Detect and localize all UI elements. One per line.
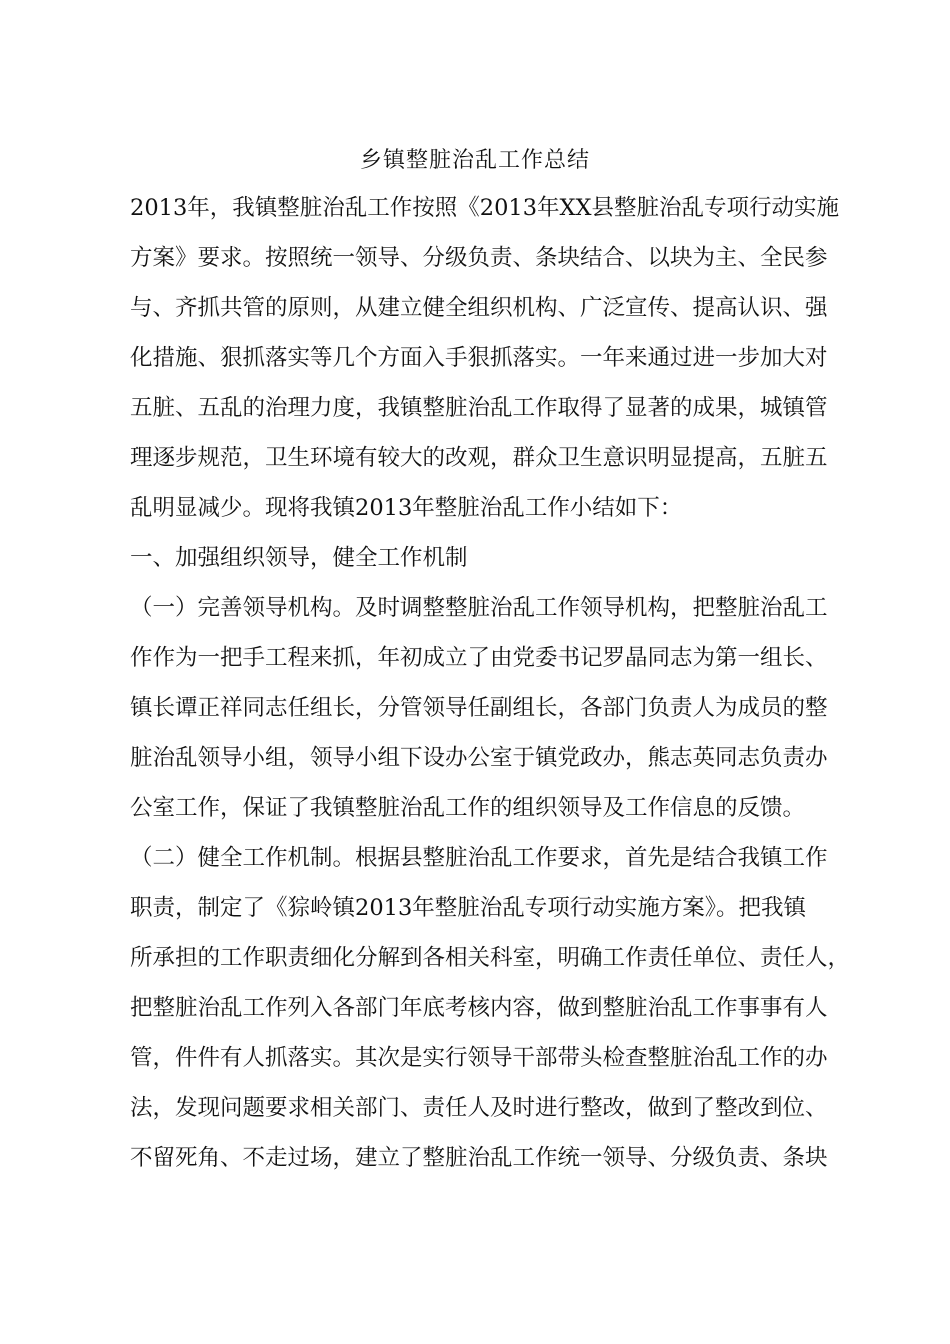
body-line: 理逐步规范，卫生环境有较大的改观，群众卫生意识明显提高，五脏五 (130, 445, 828, 471)
body-line: 管，件件有人抓落实。其次是实行领导干部带头检查整脏治乱工作的办 (130, 1045, 828, 1071)
body-line: 与、齐抓共管的原则，从建立健全组织机构、广泛宣传、提高认识、强 (130, 295, 828, 321)
body-line: 方案》要求。按照统一领导、分级负责、条块结合、以块为主、全民参 (130, 245, 828, 271)
body-line: 职责，制定了《猔岭镇2013年整脏治乱专项行动实施方案》。把我镇 (130, 895, 807, 921)
body-line: 五脏、五乱的治理力度，我镇整脏治乱工作取得了显著的成果，城镇管 (130, 395, 828, 421)
body-line: 所承担的工作职责细化分解到各相关科室，明确工作责任单位、责任人， (130, 945, 851, 971)
body-line: （二）健全工作机制。根据县整脏治乱工作要求，首先是结合我镇工作 (130, 845, 828, 871)
body-line: （一）完善领导机构。及时调整整脏治乱工作领导机构，把整脏治乱工 (130, 595, 828, 621)
body-line: 把整脏治乱工作列入各部门年底考核内容，做到整脏治乱工作事事有人 (130, 995, 828, 1021)
body-line: 脏治乱领导小组，领导小组下设办公室于镇党政办，熊志英同志负责办 (130, 745, 828, 771)
section-heading: 一、加强组织领导，健全工作机制 (130, 545, 468, 571)
body-line: 不留死角、不走过场，建立了整脏治乱工作统一领导、分级负责、条块 (130, 1145, 828, 1171)
body-line: 镇长谭正祥同志任组长，分管领导任副组长，各部门负责人为成员的整 (130, 695, 828, 721)
body-line: 公室工作，保证了我镇整脏治乱工作的组织领导及工作信息的反馈。 (130, 795, 806, 821)
body-line: 化措施、狠抓落实等几个方面入手狠抓落实。一年来通过进一步加大对 (130, 345, 828, 371)
body-line: 法，发现问题要求相关部门、责任人及时进行整改，做到了整改到位、 (130, 1095, 828, 1121)
document-title: 乡镇整脏治乱工作总结 (359, 148, 590, 173)
body-line: 作作为一把手工程来抓，年初成立了由党委书记罗晶同志为第一组长、 (130, 645, 828, 671)
body-line: 乱明显减少。现将我镇2013年整脏治乱工作小结如下： (130, 495, 683, 521)
body-line: 2013年，我镇整脏治乱工作按照《2013年XX县整脏治乱专项行动实施 (130, 195, 840, 221)
